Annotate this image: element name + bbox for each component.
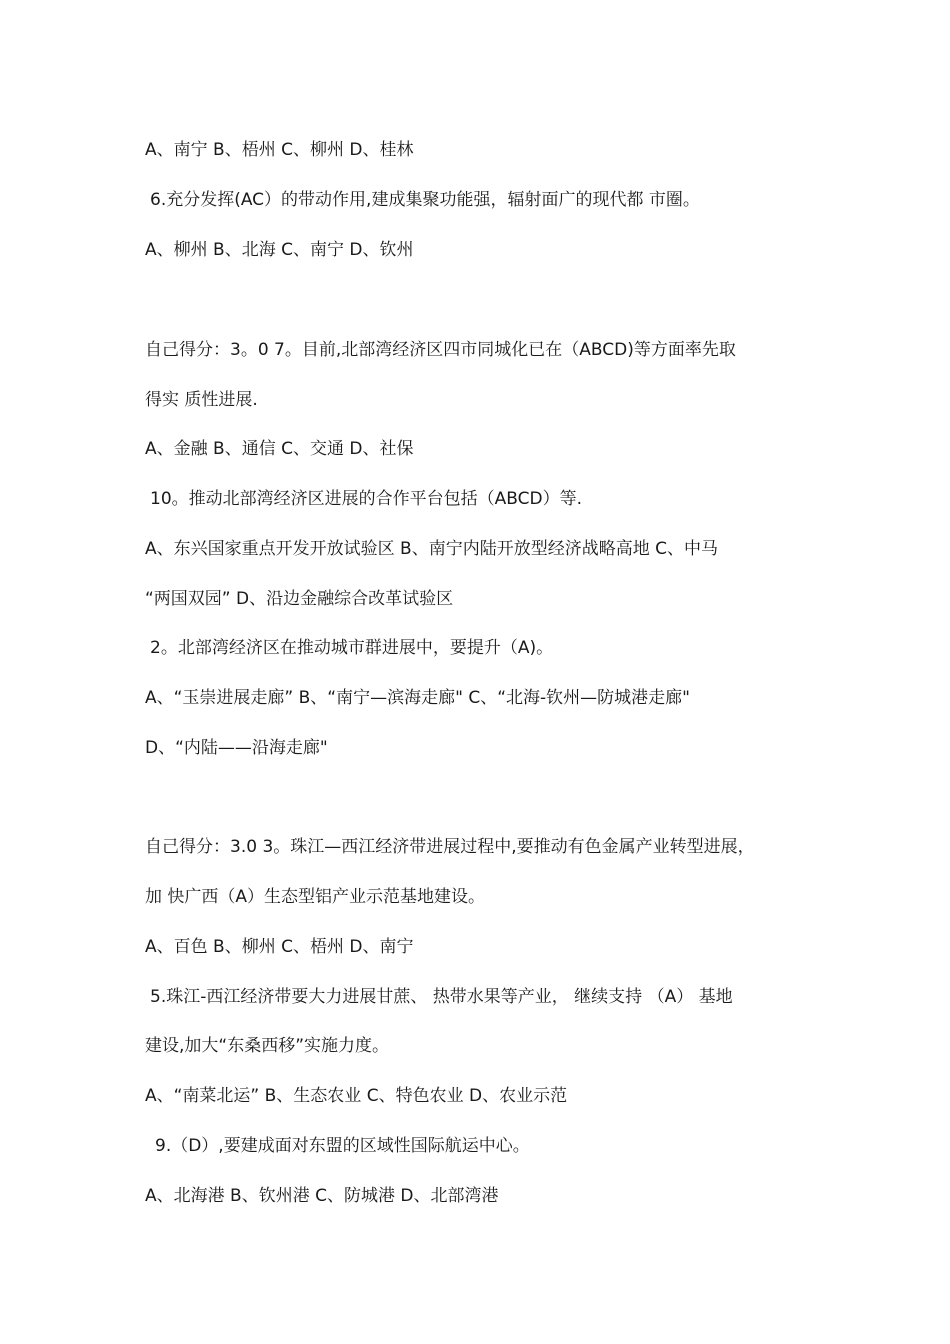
text-line: 2。北部湾经济区在推动城市群进展中，要提升（A)。	[150, 638, 554, 658]
text-line: A、北海港 B、钦州港 C、防城港 D、北部湾港	[145, 1186, 499, 1206]
text-line: 自己得分：3.0 3。珠江—西江经济带进展过程中,要推动有色金属产业转型进展，	[145, 837, 755, 857]
text-line: A、东兴国家重点开发开放试验区 B、南宁内陆开放型经济战略高地 C、中马	[145, 539, 718, 559]
text-line: 加 快广西（A）生态型铝产业示范基地建设。	[145, 887, 486, 907]
text-line: A、金融 B、通信 C、交通 D、社保	[145, 439, 414, 459]
text-line: A、百色 B、柳州 C、梧州 D、南宁	[145, 937, 414, 957]
text-line: 6.充分发挥(AC）的带动作用,建成集聚功能强，辐射面广的现代都 市圈。	[150, 190, 700, 210]
text-line: A、南宁 B、梧州 C、柳州 D、桂林	[145, 140, 414, 160]
text-line: 得实 质性进展.	[145, 390, 258, 410]
text-line: D、“内陆——沿海走廊"	[145, 738, 328, 758]
text-line: A、“南菜北运” B、生态农业 C、特色农业 D、农业示范	[145, 1086, 568, 1106]
text-line: A、“玉崇进展走廊” B、“南宁—滨海走廊" C、“北海-钦州—防城港走廊"	[145, 688, 690, 708]
text-line: 9.（D）,要建成面对东盟的区域性国际航运中心。	[155, 1136, 530, 1156]
text-line: “两国双园” D、沿边金融综合改革试验区	[145, 589, 454, 609]
text-line: 自己得分：3。0 7。目前,北部湾经济区四市同城化已在（ABCD)等方面率先取	[145, 340, 736, 360]
text-line: A、柳州 B、北海 C、南宁 D、钦州	[145, 240, 414, 260]
text-line: 5.珠江-西江经济带要大力进展甘蔗、 热带水果等产业， 继续支持 （A） 基地	[150, 987, 733, 1007]
text-line: 10。推动北部湾经济区进展的合作平台包括（ABCD）等.	[150, 489, 582, 509]
text-line: 建设,加大“东桑西移”实施力度。	[145, 1036, 390, 1056]
